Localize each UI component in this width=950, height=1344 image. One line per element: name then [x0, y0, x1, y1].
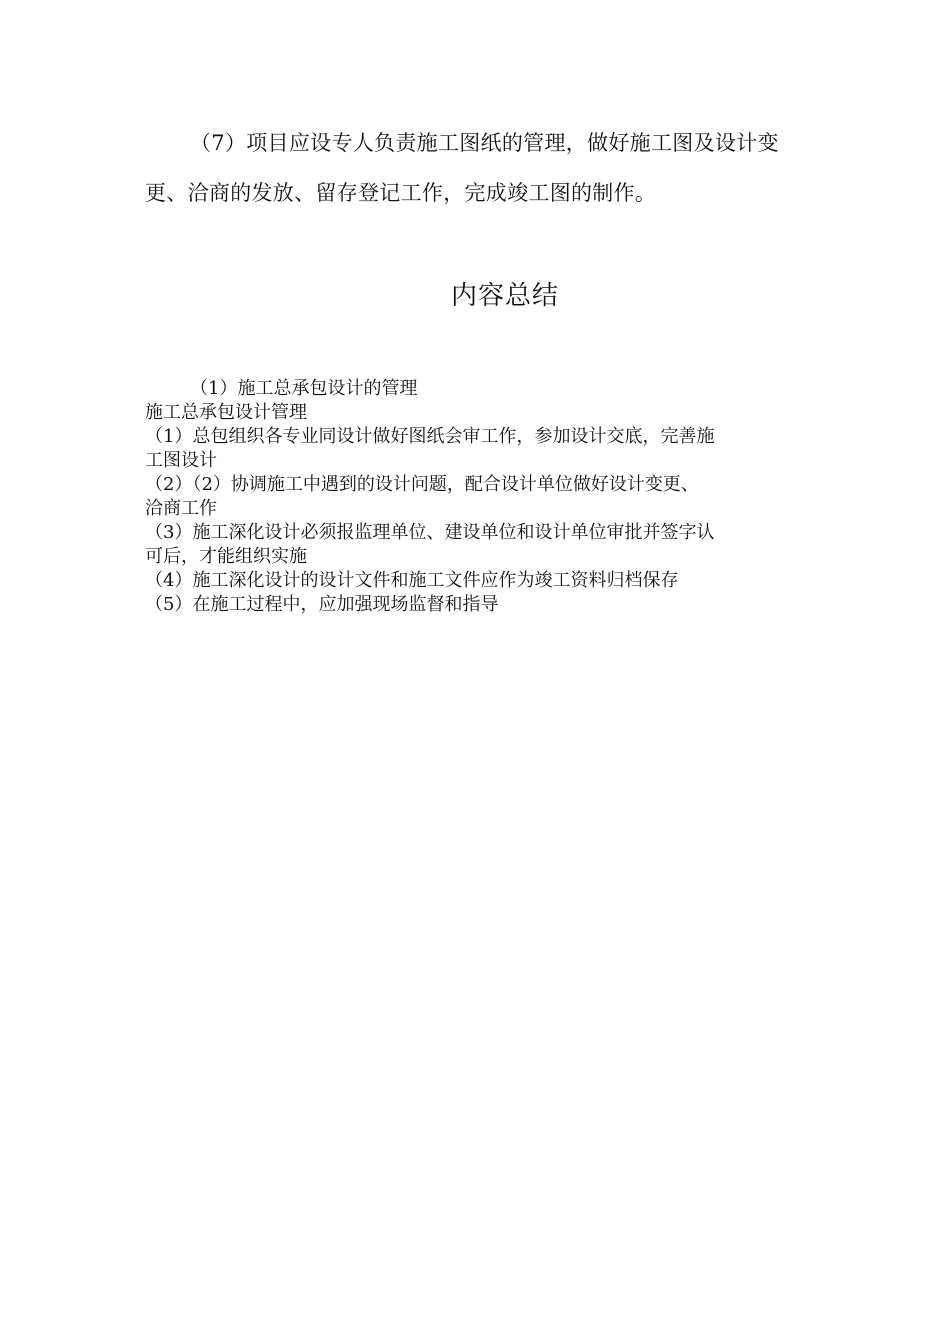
summary-item-4 [145, 569, 810, 593]
summary-item-line: （3）施工深化设计必须报监理单位、建设单位和设计单位审批并签字认 [145, 522, 715, 543]
summary-item-line: 工图设计 [145, 450, 217, 471]
summary-item-2 [145, 473, 810, 521]
summary-item-line: 洽商工作 [145, 498, 217, 519]
paragraph-line: 更、洽商的发放、留存登记工作，完成竣工图的制作。 [145, 181, 657, 205]
summary-item-line: 可后，才能组织实施 [145, 546, 307, 567]
summary-item-line: （1）总包组织各专业同设计做好图纸会审工作，参加设计交底，完善施 [145, 426, 715, 447]
summary-item-line: （2）（2）协调施工中遇到的设计问题，配合设计单位做好设计变更、 [145, 474, 699, 495]
summary-item-line: （5）在施工过程中，应加强现场监督和指导 [145, 594, 499, 615]
summary-item-line: （4）施工深化设计的设计文件和施工文件应作为竣工资料归档保存 [145, 570, 679, 591]
paragraph-item-7 [145, 118, 810, 218]
summary-heading: 施工总承包设计管理 [145, 402, 307, 423]
summary-item-1 [145, 425, 810, 473]
summary-item-3 [145, 521, 810, 569]
summary-section [145, 377, 810, 617]
summary-sub-heading: （1）施工总承包设计的管理 [190, 378, 418, 399]
summary-title: 内容总结 [450, 281, 559, 311]
summary-item-5 [145, 593, 810, 617]
paragraph-line: （7）项目应设专人负责施工图纸的管理，做好施工图及设计变 [190, 131, 779, 155]
